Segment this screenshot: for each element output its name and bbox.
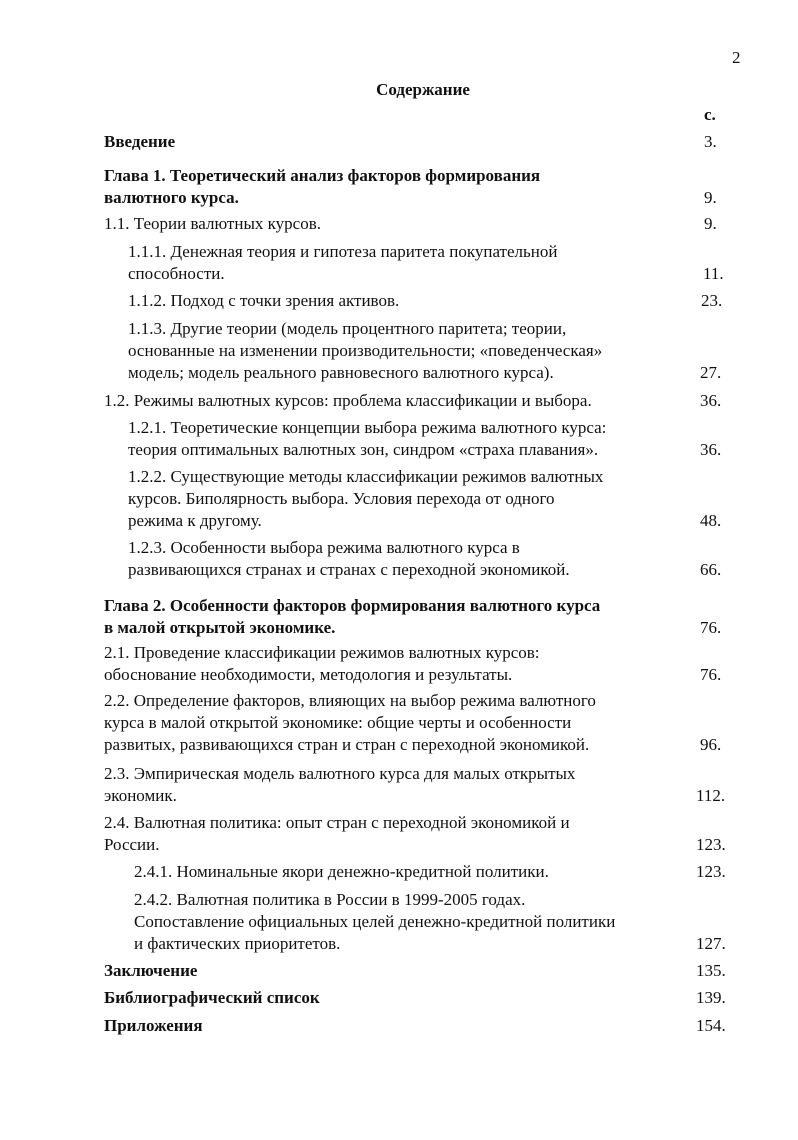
- toc-entry-page: 76.: [700, 665, 722, 684]
- toc-entry-page: 48.: [700, 511, 722, 530]
- toc-entry-page: 135.: [696, 961, 726, 980]
- toc-entry-1-1-1: [128, 241, 744, 285]
- toc-entry-text: 2.3. Эмпирическая модель валютного курса для малых открытых экономик.: [104, 764, 576, 805]
- toc-entry-1-2-3: [128, 537, 744, 581]
- toc-entry-text: 1.1.1. Денежная теория и гипотеза паритета покупательной способности.: [128, 242, 558, 283]
- toc-entry-text: 2.4.2. Валютная политика в России в 1999-2005 годах. Сопоставление официальных целей денежно-кредитной политики и фактических приоритетов.: [134, 890, 616, 953]
- toc-entry-page: 112.: [696, 786, 726, 805]
- toc-entry-text: 2.2. Определение факторов, влияющих на выбор режима валютного курса в малой открытой экономике: общие черты и особенности развитых, развивающихся стран и стран с переходной экономикой.: [104, 691, 596, 754]
- toc-entry-page: 139.: [696, 988, 726, 1007]
- toc-entry-text: 2.4. Валютная политика: опыт стран с переходной экономикой и России.: [104, 813, 570, 854]
- toc-entry-text: 1.2.1. Теоретические концепции выбора режима валютного курса: теория оптимальных валютных зон, синдром «страха плавания».: [128, 418, 607, 459]
- page-number: 2: [732, 48, 741, 67]
- toc-entry-text: 1.2.2. Существующие методы классификации режимов валютных курсов. Биполярность выбора. Условия перехода от одного режима к другому.: [128, 467, 604, 530]
- toc-entry-1-2-1: [128, 417, 744, 461]
- toc-entry-introduction: [104, 131, 744, 153]
- toc-entry-text: Приложения: [104, 1016, 203, 1035]
- toc-entry-2-3: [104, 763, 744, 807]
- toc-entry-page: 127.: [696, 934, 726, 953]
- toc-entry-text: 1.1.2. Подход с точки зрения активов.: [128, 291, 400, 310]
- toc-entry-appendices: [104, 1015, 744, 1037]
- toc-entry-2-1: [104, 642, 744, 686]
- toc-entry-text: 1.2. Режимы валютных курсов: проблема классификации и выбора.: [104, 391, 592, 410]
- toc-entry-page: 96.: [700, 735, 722, 754]
- toc-entry-page: 9.: [704, 188, 717, 207]
- toc-title: Содержание: [376, 80, 470, 99]
- toc-entry-page: 11.: [703, 264, 724, 283]
- toc-entry-1-1-2: [128, 290, 744, 312]
- toc-entry-page: 66.: [700, 560, 722, 579]
- toc-entry-page: 36.: [700, 440, 722, 459]
- toc-entry-2-4-1: [134, 861, 744, 883]
- toc-entry-page: 27.: [700, 363, 722, 382]
- toc-entry-text: Глава 2. Особенности факторов формирования валютного курса в малой открытой экономике.: [104, 596, 601, 637]
- toc-entry-page: 23.: [701, 291, 723, 310]
- toc-entry-2-4: [104, 812, 744, 856]
- toc-entry-text: 1.1.3. Другие теории (модель процентного паритета; теории, основанные на изменении производительности; «поведенческая» модель; модель реального равновесного валютного курса).: [128, 319, 603, 382]
- toc-entry-text: 2.1. Проведение классификации режимов валютных курсов: обоснование необходимости, методология и результаты.: [104, 643, 540, 684]
- toc-entry-text: Глава 1. Теоретический анализ факторов формирования валютного курса.: [104, 166, 541, 207]
- toc-entry-bibliography: [104, 987, 744, 1009]
- toc-entry-1-2-2: [128, 466, 744, 532]
- toc-entry-page: 123.: [696, 862, 726, 881]
- toc-entry-text: Заключение: [104, 961, 198, 980]
- toc-entry-page: 123.: [696, 835, 726, 854]
- toc-entry-text: Введение: [104, 132, 176, 151]
- toc-entry-page: 36.: [700, 391, 722, 410]
- toc-entry-chapter-1: [104, 165, 744, 209]
- toc-entry-2-2: [104, 690, 744, 756]
- toc-entry-1-2: [104, 390, 744, 412]
- toc-entry-1-1: [104, 213, 744, 235]
- toc-entry-text: 2.4.1. Номинальные якори денежно-кредитной политики.: [134, 862, 549, 881]
- toc-entry-2-4-2: [134, 889, 744, 955]
- toc-entry-chapter-2: [104, 595, 744, 639]
- toc-entry-page: 76.: [700, 618, 722, 637]
- toc-entry-page: 3.: [704, 132, 717, 151]
- page-column-label: с.: [704, 105, 716, 124]
- toc-entry-page: 9.: [704, 214, 717, 233]
- toc-entry-text: 1.2.3. Особенности выбора режима валютного курса в развивающихся странах и странах с переходной экономикой.: [128, 538, 570, 579]
- toc-entry-1-1-3: [128, 318, 744, 384]
- toc-entry-text: 1.1. Теории валютных курсов.: [104, 214, 321, 233]
- toc-entry-conclusion: [104, 960, 744, 982]
- toc-entry-page: 154.: [696, 1016, 726, 1035]
- toc-entry-text: Библиографический список: [104, 988, 320, 1007]
